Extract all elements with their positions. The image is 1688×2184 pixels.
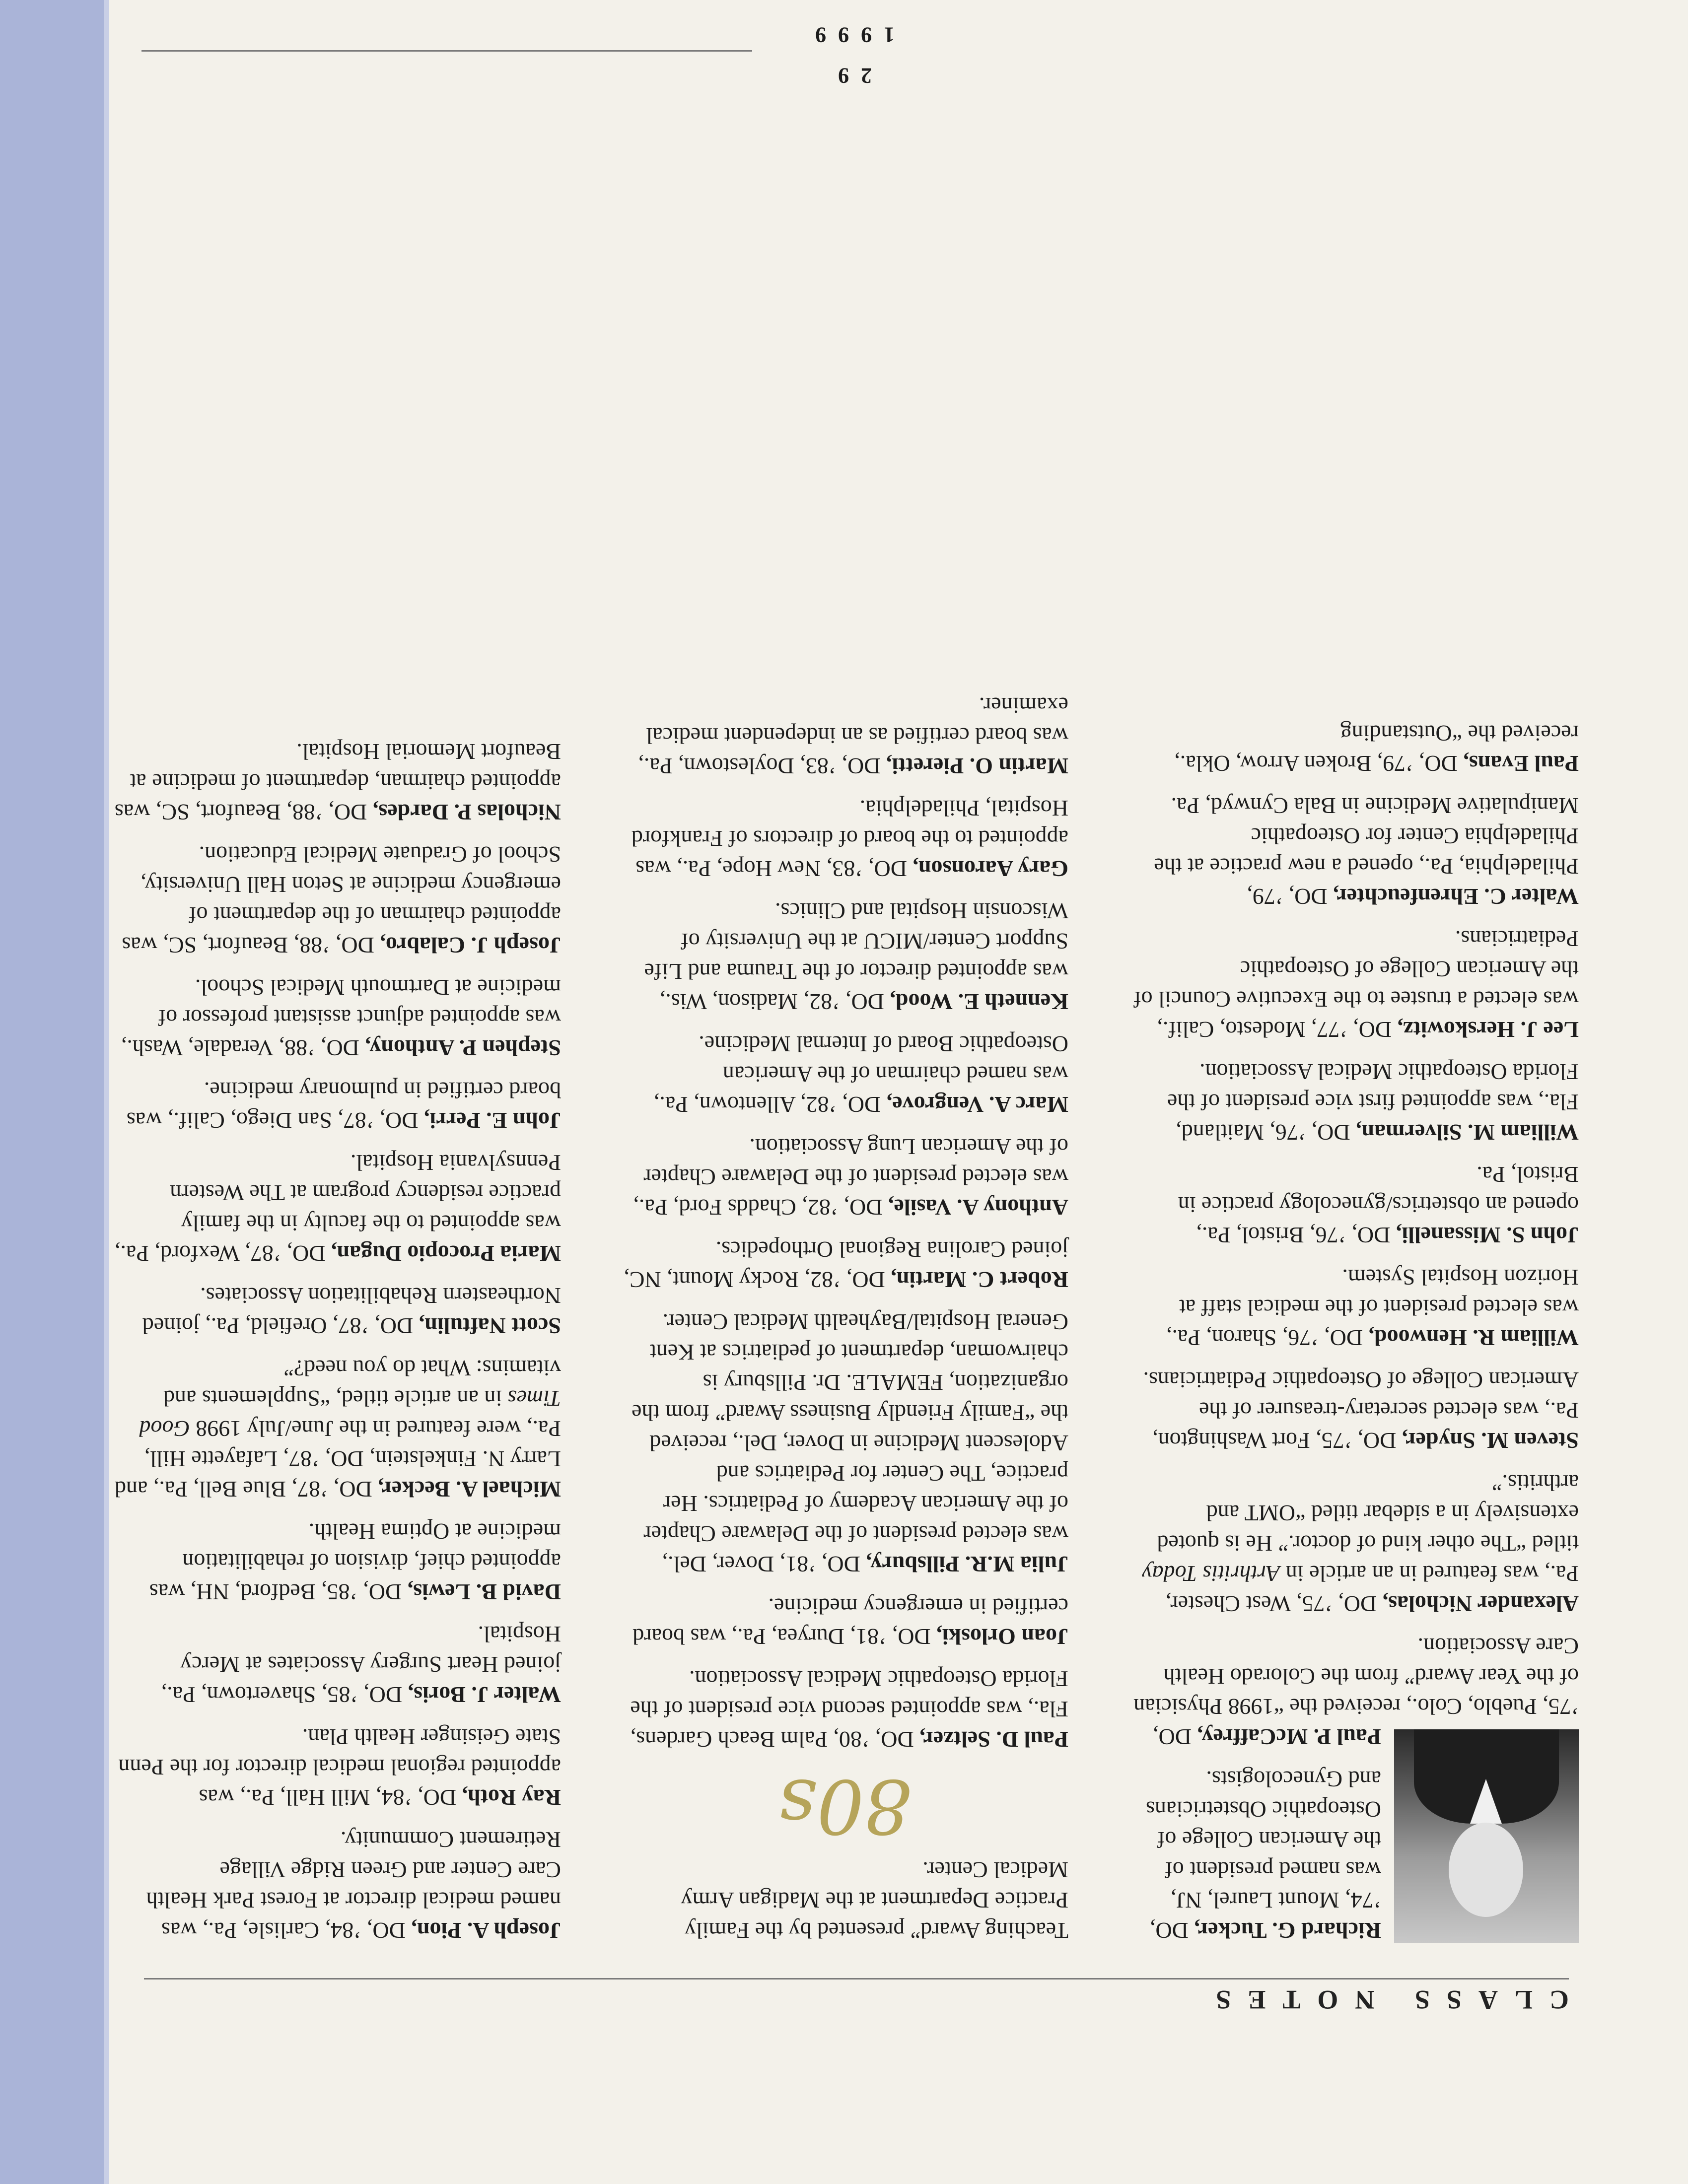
class-note-entry	[622, 1029, 1068, 1120]
alumnus-name: Marc A. Vengrove,	[886, 1092, 1068, 1117]
alumnus-name: Paul D. Seltzer,	[919, 1727, 1068, 1752]
column-2-entries	[622, 690, 1068, 1946]
entry-text: DO, ’83, New Hope, Pa., was appointed to the board of directors of Frankford Hospital, Philadelphia.	[631, 796, 1068, 882]
alumnus-name: Anthony A. Vasile,	[888, 1195, 1068, 1220]
page-number: 29	[826, 64, 872, 88]
alumnus-name: Alexander Nicholas,	[1382, 1591, 1579, 1617]
entry-text: DO, ’75, Fort Washington, Pa., was elected secretary-treasurer of the American College of Osteopathic Pediatricians.	[1143, 1367, 1579, 1453]
alumnus-name: Richard G. Tucker,	[1194, 1918, 1381, 1943]
publication-title: Good Times	[139, 1386, 561, 1441]
alumnus-name: Joan Orloski,	[936, 1624, 1068, 1649]
class-note-entry	[1132, 718, 1579, 779]
entry-text: DO, ’84, Mill Hall, Pa., was appointed regional medical director for the Penn State Geisinger Health Plan.	[118, 1724, 561, 1810]
alumnus-name: Martin O. Pieretti,	[886, 753, 1068, 779]
entry-text: DO, ’75, West Chester, Pa., was featured in an article in	[1165, 1561, 1579, 1617]
decade-heading: 80s	[778, 1763, 912, 1849]
class-note-entry	[114, 839, 561, 960]
class-note-entry	[1132, 1365, 1579, 1456]
class-note-entry	[1132, 1468, 1579, 1619]
class-note-entry	[622, 1664, 1068, 1755]
alumnus-name: Robert C. Martin,	[891, 1267, 1068, 1293]
class-note-entry	[114, 1353, 561, 1504]
entry-text: DO, ’76, Maitland, Fla., was appointed first vice president of the Florida Osteopathic Medical Association.	[1167, 1059, 1579, 1145]
alumnus-name: Stephen P. Anthony,	[365, 1035, 561, 1061]
alumnus-name: Nicholas P. Dardes,	[372, 800, 561, 825]
column-2	[622, 679, 1068, 1946]
alumnus-name: Joseph A. Pion,	[411, 1918, 561, 1943]
entry-text-continued: titled “The other kind of doctor.” He is quoted extensively in a sidebar titled “OMT and arthritis.”	[1157, 1470, 1579, 1556]
entry-text: DO, ’87, Orefield, Pa., joined Northeastern Rehabilitation Associates.	[142, 1283, 561, 1339]
entry-text: DO, ’82, Allentown, Pa., was named chairman of the American Osteopathic Board of Internal Medicine.	[653, 1031, 1068, 1117]
entry-text: DO, ’82, Madison, Wis., was appointed director of the Trauma and Life Support Center/MICU at the University of Wisconsin Hospital and Clinics.	[644, 898, 1068, 1015]
entry-text: DO, ’84, Carlisle, Pa., was named medical director at Forest Park Health Care Center and Green Ridge Village Retirement Community.	[146, 1827, 561, 1943]
entry-text: DO, ’85, Bedford, NH, was appointed chief, division of rehabilitation medicine at Optima Health.	[149, 1519, 561, 1605]
class-note-entry	[114, 1619, 561, 1710]
portrait-photo	[1394, 1729, 1579, 1943]
class-note-entry	[114, 972, 561, 1063]
entry-text: DO, ’87, Wexford, Pa., was appointed to the faculty in the family practice residency program at The Western Pennsylvania Hospital.	[114, 1150, 561, 1266]
column-3-entries	[114, 737, 561, 1946]
class-note-entry	[622, 1855, 1068, 1946]
class-note-entry	[622, 1591, 1068, 1652]
class-note-entry	[1132, 1262, 1579, 1353]
entry-text: DO, ’76, Sharon, Pa., was elected president of the medical staff at Horizon Hospital System.	[1166, 1265, 1579, 1351]
entry-text: DO, ’79, Philadelphia, Pa., opened a new practice at the Philadelphia Center for Osteopathic Manipulative Medicine in Bala Cynwyd, Pa.	[1154, 793, 1579, 909]
entry-text: Teaching Award” presented by the Family Practice Department at the Madigan Army Medical Center.	[681, 1857, 1068, 1943]
alumnus-name: Walter C. Ehrenfeuchter,	[1333, 884, 1579, 909]
entry-text: DO, ’83, Doylestown, Pa., was board certified as an independent medical examiner.	[638, 693, 1068, 779]
class-note-entry	[622, 1307, 1068, 1579]
section-header: CLASS NOTES	[1199, 1985, 1569, 2015]
issue-year: 1999	[803, 23, 895, 47]
alumnus-name: John S. Missanelli,	[1396, 1223, 1579, 1248]
column-3	[114, 725, 561, 1946]
entry-text-continued: in an article titled, “Supplements and vitamins: What do you need?”	[163, 1356, 561, 1411]
alumnus-name: Paul Evans,	[1463, 751, 1579, 776]
alumnus-name: Michael A. Becker,	[378, 1477, 561, 1502]
entry-text: DO, ’85, Shavertown, Pa., joined Heart Surgery Associates at Mercy Hospital.	[161, 1622, 561, 1707]
class-note-entry	[114, 1281, 561, 1341]
entry-text: DO, ’81, Dover, Del., was elected president of the Delaware Chapter of the American Academy of Pediatrics. Her practice, The Center for Pediatrics and Adolescent Medicine in Dover, Del., received the “Family Friendly Business Award” from the organization, FEMALE. Dr. Pillsbury is chairwoman, department of pediatrics at Kent General Hospital/Bayhealth Medical Center.	[632, 1309, 1068, 1577]
footer-rule	[141, 50, 752, 52]
entry-text: DO, ’88, Beaufort, SC, was appointed chairman of the department of emergency medicine at Seton Hall University, School of Graduate Medical Education.	[122, 842, 561, 958]
alumnus-name: Kenneth E. Wood,	[890, 989, 1068, 1015]
entry-text: DO, ’82, Rocky Mount, NC, joined Carolina Regional Orthopedics.	[624, 1237, 1068, 1293]
entry-text: DO, ’87, Blue Bell, Pa., and Larry N. Finkelstein, DO, ’87, Lafayette Hill, Pa., were featured in the June/July 1998	[114, 1416, 561, 1502]
entry-text: DO, ’75, Pueblo, Colo., received the “1998 Physician of the Year Award” from the Colorado Health Care Association.	[1133, 1634, 1579, 1750]
alumnus-name: Maria Procopio Dugan,	[331, 1241, 561, 1266]
class-note-entry	[114, 1148, 561, 1269]
entry-text: DO, ’82, Chadds Ford, Pa., was elected president of the Delaware Chapter of the American Lung Association.	[633, 1134, 1068, 1220]
class-note-entry	[114, 1516, 561, 1607]
alumnus-name: William R. Henwood,	[1368, 1325, 1579, 1351]
margin-band	[0, 0, 104, 2184]
class-note-entry	[1132, 791, 1579, 912]
entry-text: DO, ’81, Duryea, Pa., was board certified in emergency medicine.	[633, 1594, 1068, 1649]
entry-text: DO, ’79, Broken Arrow, Okla., received the “Outstanding	[1174, 721, 1579, 776]
alumnus-name: David B. Lewis,	[407, 1579, 561, 1605]
alumnus-name: Paul P. McCaffrey,	[1197, 1724, 1381, 1750]
class-note-entry	[114, 737, 561, 827]
entry-text: DO, ’76, Bristol, Pa., opened an obstetrics/gynecology practice in Bristol, Pa.	[1178, 1162, 1579, 1248]
alumnus-name: John E. Perri,	[424, 1108, 561, 1133]
class-note-entry	[622, 793, 1068, 884]
alumnus-name: Ray Roth,	[462, 1785, 561, 1810]
alumnus-name: Joseph J. Calabro,	[380, 933, 561, 958]
class-note-entry	[622, 690, 1068, 781]
class-note-entry	[1132, 1057, 1579, 1148]
entry-text: DO, ’74, Mount Laurel, NJ, was named president of the American College of Osteopathic Obstetricians and Gynecologists.	[1146, 1767, 1381, 1943]
class-note-entry	[114, 1825, 561, 1946]
entry-text: DO, ’87, San Diego, Calif., was board certified in pulmonary medicine.	[126, 1078, 561, 1133]
class-note-entry	[114, 1722, 561, 1813]
class-note-entry	[114, 1075, 561, 1136]
column-1	[1132, 706, 1579, 1946]
header-rule	[144, 1978, 1569, 1979]
class-note-entry	[1132, 1160, 1579, 1250]
entry-text: DO, ’88, Veradale, Wash., was appointed adjunct assistant professor of medicine at Dartmouth Medical School.	[121, 975, 561, 1061]
class-note-entry	[622, 896, 1068, 1017]
alumnus-name: Gary Aaronson,	[913, 856, 1068, 882]
alumnus-name: Steven M. Snyder,	[1402, 1428, 1579, 1453]
class-note-entry	[622, 1234, 1068, 1295]
class-note-entry	[1132, 924, 1579, 1045]
publication-title: Arthritis Today	[1142, 1561, 1280, 1586]
alumnus-name: Lee J. Herskowitz,	[1397, 1017, 1579, 1042]
alumnus-name: Walter J. Boris,	[408, 1682, 561, 1707]
entry-text: DO, ’77, Modesto, Calif., was elected a trustee to the Executive Council of the American College of Osteopathic Pediatricians.	[1133, 926, 1579, 1042]
class-note-entry	[622, 1132, 1068, 1223]
entry-text: DO, ’80, Palm Beach Gardens, Fla., was appointed second vice president of the Florida Osteopathic Medical Association.	[630, 1666, 1068, 1752]
alumnus-name: Julia M.R. Pillsbury,	[866, 1552, 1068, 1577]
entry-text: DO, ’88, Beaufort, SC, was appointed chairman, department of medicine at Beaufort Memorial Hospital.	[114, 739, 561, 825]
alumnus-name: Scott Naftulin,	[419, 1313, 561, 1339]
alumnus-name: William M. Silverman,	[1356, 1120, 1579, 1145]
